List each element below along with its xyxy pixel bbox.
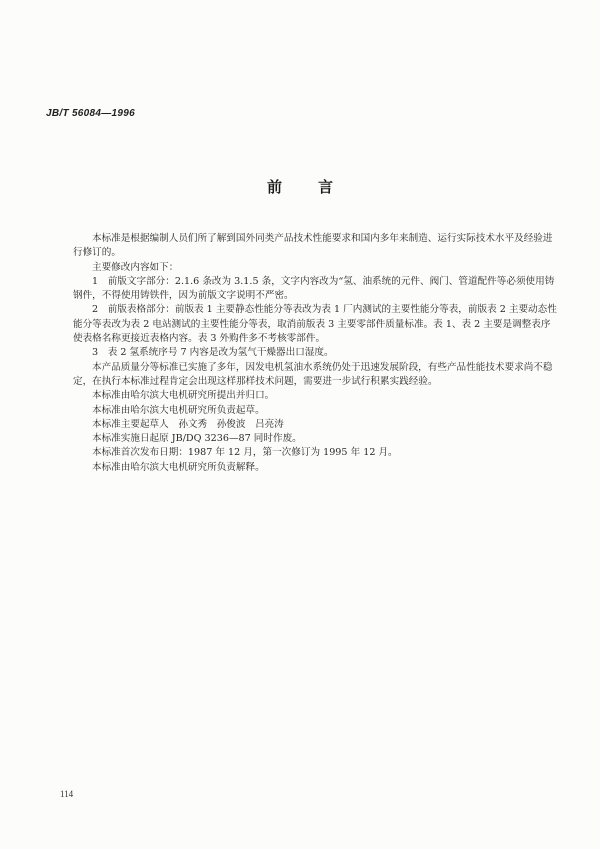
page-number: 114	[60, 789, 74, 799]
paragraph: 3 表 2 氢系统序号 7 内容是改为氢气干燥器出口湿度。	[92, 347, 334, 359]
paragraph: 2 前版表格部分：前版表 1 主要静态性能分等表改为表 1 厂内测试的主要性能分等表，前版表 2 主要动态性能分等表改为表 2 电站测试的主要性能分等表，取消前版表 3 主要零部件质量标准。表 1、表 2 主要是调整表序使表格名称更接近表格内容。表 3 外购件多不考核零部件。	[73, 304, 557, 345]
paragraph: 本标准由哈尔滨大电机研究所提出并归口。	[92, 390, 275, 402]
paragraph: 本标准是根据编制人员们所了解到国外同类产品技术性能要求和国内多年来制造、运行实际技术水平及经验进行修订的。	[73, 233, 553, 259]
foreword-body	[73, 232, 557, 475]
paragraph: 本标准实施日起原 JB/DQ 3236—87 同时作废。	[92, 433, 302, 445]
standard-code: JB/T 56084—1996	[46, 108, 136, 119]
paragraph: 本产品质量分等标准已实施了多年，因发电机氢油水系统仍处于迅速发展阶段，有些产品性能技术要求尚不稳定，在执行本标准过程肯定会出现这样那样技术问题，需要进一步试行积累实践经验。	[73, 361, 553, 387]
paragraph: 本标准由哈尔滨大电机研究所负责解释。	[92, 461, 265, 473]
page-title: 前言	[266, 178, 369, 196]
paragraph: 1 前版文字部分：2.1.6 条改为 3.1.5 条，文字内容改为“氢、油系统的元件、阀门、管道配件等必须使用铸钢件，不得使用铸铁件，因为前版文字说明不严密。	[73, 275, 555, 302]
paragraph: 本标准主要起草人 孙文秀 孙俊波 吕亮涛	[92, 418, 284, 430]
paragraph: 主要修改内容如下：	[92, 261, 179, 273]
paragraph: 本标准由哈尔滨大电机研究所负责起草。	[92, 404, 265, 416]
paragraph: 本标准首次发布日期：1987 年 12 月，第一次修订为 1995 年 12 月。	[92, 447, 398, 459]
